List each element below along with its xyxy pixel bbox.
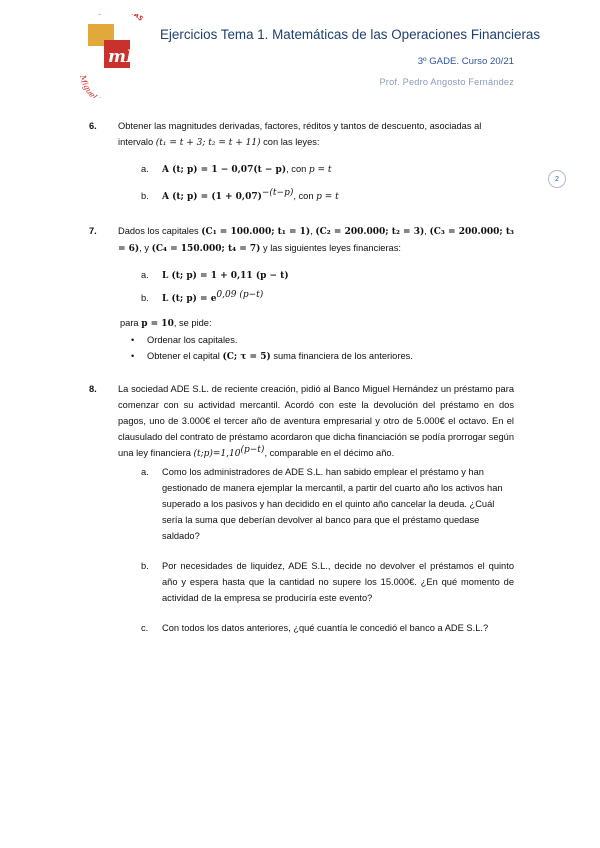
exercise-statement: Obtener las magnitudes derivadas, factores, réditos y tantos de descuento, asociadas al intervalo (t₁ = t + 3; t₂ = t + 11) con las leyes: xyxy=(118,121,482,148)
svg-text:UNIVERSITAS xyxy=(96,14,144,23)
exercise-number: 6. xyxy=(89,121,97,131)
page-number: 2 xyxy=(548,170,566,188)
logo-monogram: mH xyxy=(108,47,143,67)
sub-item-a: a. Como los administradores de ADE S.L. han sabido emplear el préstamo y han gestionado de manera ejemplar la mercantil, a partir del cuarto año los activos han superado a los pasivos y han decidido en el quinto año cancelar la deuda. ¿Cuál sería la suma que deberían devolver al banco para que el préstamo quedase saldado? xyxy=(141,467,503,541)
bullet-item-2: • Obtener el capital (C; τ = 5) suma financiera de los anteriores. xyxy=(131,351,413,362)
sub-item-b: b. L (t; $p) = e^{0,09 (p-t)}$ xyxy=(141,289,264,304)
sub-item-a: a. A (t; p) = 1 − 0,07(t − p), con p = t xyxy=(141,164,332,175)
exercise-8 xyxy=(89,381,514,636)
university-logo xyxy=(74,14,162,98)
request-intro: para p = 10, se pide: xyxy=(120,318,212,329)
course-label: 3º GADE. Curso 20/21 xyxy=(417,56,514,67)
exercise-number: 8. xyxy=(89,384,97,394)
exercise-6 xyxy=(89,118,514,205)
sub-item-a: a. L (t; p) = 1 + 0,11 (p − t) xyxy=(141,270,289,281)
logo-text-bottom: Miguel xyxy=(78,74,99,98)
svg-text:Miguel Hernández xyxy=(78,73,140,98)
exercise-number: 7. xyxy=(89,226,97,236)
bullet-item-1: • Ordenar los capitales. xyxy=(131,335,238,345)
sub-item-b: b. Por necesidades de liquidez, ADE S.L., decide no devolver el préstamos el quinto año y espera hasta que la cantidad no supere los 15.000€. ¿En qué momento de actividad de la empresa se produciría este evento? xyxy=(141,561,514,603)
exercise-7 xyxy=(89,223,514,307)
sub-item-b: b. A (t; $p) = (1 + 0,07)^{-(t-p)}$, con p = t xyxy=(141,187,339,202)
author-label: Prof. Pedro Angosto Fernández xyxy=(379,77,514,87)
exercise-list xyxy=(89,118,514,646)
sub-item-c: c. Con todos los datos anteriores, ¿qué cuantía le concedió el banco a ADE S.L.? xyxy=(141,623,489,633)
exercise-statement: Dados los capitales (C₁ = 100.000; t₁ = 1), (C₂ = 200.000; t₂ = 3), (C₃ = 200.000; t₃ = 6), y (C₄ = 150.000; t₄ = 7) y las siguientes leyes financieras: xyxy=(118,226,514,254)
exercise-statement: La sociedad ADE S.L. de reciente creación, pidió al Banco Miguel Hernández un préstamo para comenzar con su actividad mercantil. Acordó con este la devolución del préstamo en dos pagos, uno de 3.000€ el tercer año de aventura empresarial y otro de 5.000€ el octavo. En el clausulado del contrato de préstamo acordaron que dicha financiación se podía prorrogar según una ley financiera $(t;p)=1,10^{(p-t)}$, comparable en el décimo año. xyxy=(118,384,514,459)
logo-text-top: AS xyxy=(132,14,145,23)
document-title: Ejercicios Tema 1. Matemáticas de las Operaciones Financieras xyxy=(160,27,541,42)
